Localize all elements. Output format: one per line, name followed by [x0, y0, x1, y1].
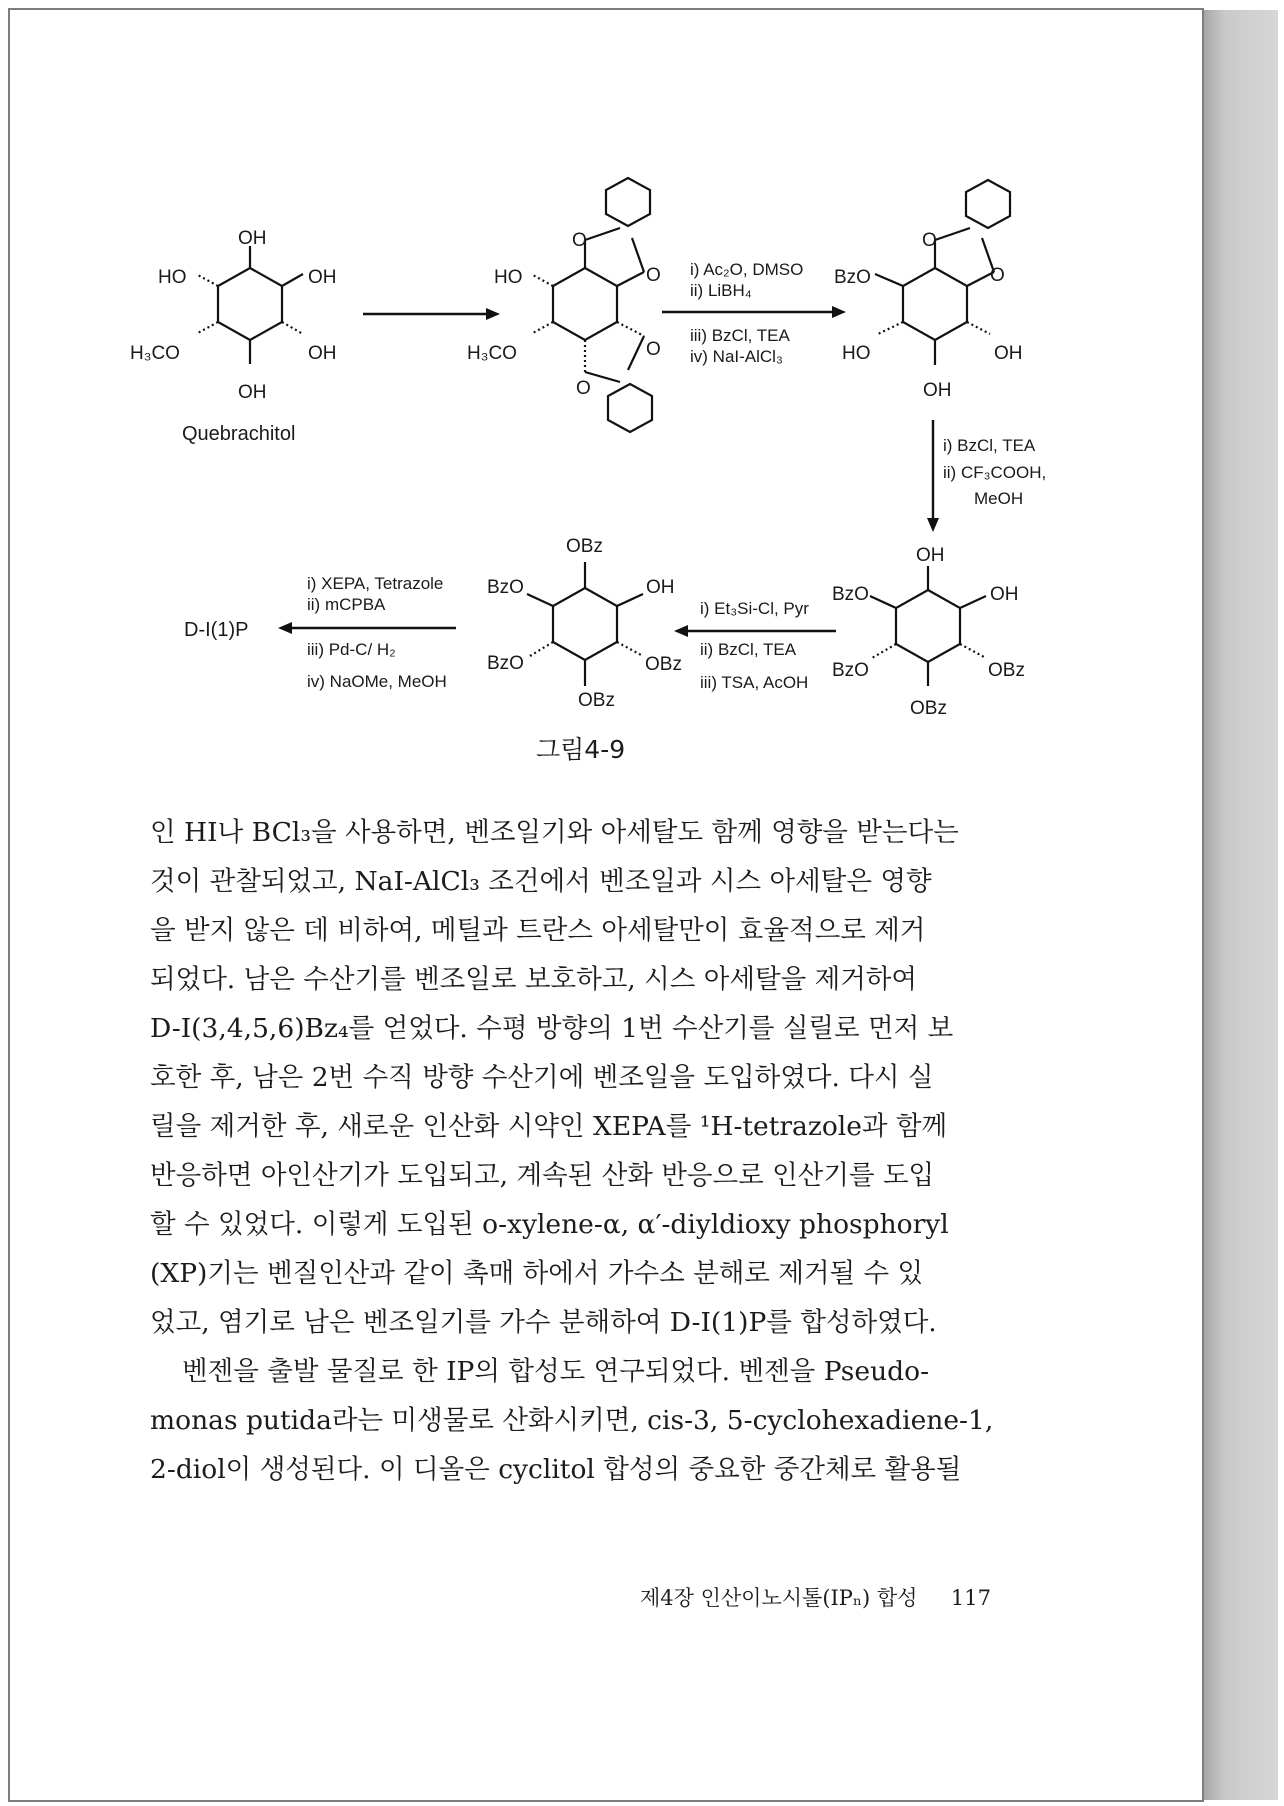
ma-oh-bottom: OH	[923, 380, 952, 401]
body-line-3: 을 받지 않은 데 비하여, 메틸과 트란스 아세탈만이 효율적으로 제거	[150, 915, 926, 946]
pb-obz-bottom: OBz	[578, 690, 615, 711]
reagent-5-3: iii) Pd-C/ H₂	[307, 640, 396, 659]
body-line-9: 할 수 있었다. 이렇게 도입된 o-xylene-α, α′-diyldioxy phosphoryl	[150, 1209, 949, 1240]
figure-caption: 그림4-9	[536, 735, 626, 764]
q-lower-right-oh: OH	[308, 343, 337, 364]
reaction-scheme	[0, 0, 1284, 800]
tb-oh-right: OH	[990, 584, 1019, 605]
quebrachitol-structure	[196, 246, 303, 364]
body-line-13: monas putida라는 미생물로 산화시키면, cis-3, 5-cyclohexadiene-1,	[150, 1405, 994, 1436]
body-line-8: 반응하면 아인산기가 도입되고, 계속된 산화 반응으로 인산기를 도입	[150, 1160, 935, 1191]
da-o1: O	[572, 230, 587, 251]
tb-oh-top: OH	[916, 545, 945, 566]
product-label: D-I(1)P	[184, 619, 249, 641]
reagent-2-4: iv) NaI-AlCl₃	[690, 347, 783, 366]
pb-obz-top: OBz	[566, 536, 603, 557]
ma-o1: O	[922, 230, 937, 251]
arrow-5-head	[278, 622, 292, 634]
body-line-14: 2-diol이 생성된다. 이 디올은 cyclitol 합성의 중요한 중간체로 활용될	[150, 1454, 962, 1485]
tb-obz-right: OBz	[988, 660, 1025, 681]
footer-chapter: 제4장 인산이노시톨(IPₙ) 합성	[640, 1586, 918, 1610]
q-bottom-oh: OH	[238, 382, 267, 403]
arrow-1-head	[486, 308, 500, 320]
q-h3co: H₃CO	[130, 343, 180, 364]
tb-bzo-top: BzO	[832, 584, 869, 605]
ma-o2: O	[990, 265, 1005, 286]
arrow-4-head	[674, 625, 688, 637]
pb-oh-right: OH	[646, 577, 675, 598]
reagent-3-1: i) BzCl, TEA	[943, 436, 1036, 455]
footer-page-number: 117	[950, 1586, 991, 1610]
da-o3: O	[646, 339, 661, 360]
da-h3co: H₃CO	[467, 343, 517, 364]
arrow-3-head	[927, 518, 939, 532]
q-top-oh: OH	[238, 228, 267, 249]
running-footer	[640, 1582, 1060, 1612]
reagent-3-3: MeOH	[974, 489, 1024, 508]
pb-obz-right: OBz	[645, 654, 682, 675]
reagent-2-3: iii) BzCl, TEA	[690, 326, 790, 345]
reagent-4-2: ii) BzCl, TEA	[700, 640, 797, 659]
tb-bzo-lower: BzO	[832, 660, 869, 681]
reagent-5-1: i) XEPA, Tetrazole	[307, 574, 444, 593]
reagent-2-1: i) Ac₂O, DMSO	[690, 260, 804, 279]
quebrachitol-label: Quebrachitol	[182, 423, 296, 445]
ma-bzo: BzO	[834, 267, 871, 288]
pb-bzo-lower: BzO	[487, 653, 524, 674]
body-line-4: 되었다. 남은 수산기를 벤조일로 보호하고, 시스 아세탈을 제거하여	[150, 964, 917, 995]
body-line-12: 벤젠을 출발 물질로 한 IP의 합성도 연구되었다. 벤젠을 Pseudo-	[182, 1356, 930, 1387]
arrow-2-head	[832, 306, 846, 318]
diacetal-structure	[531, 178, 652, 432]
body-line-7: 릴을 제거한 후, 새로운 인산화 시약인 XEPA를 ¹H-tetrazole과 함께	[150, 1111, 948, 1142]
body-line-11: 었고, 염기로 남은 벤조일기를 가수 분해하여 D-I(1)P를 합성하였다.	[150, 1307, 937, 1338]
tetrabenzoate-structure	[870, 566, 986, 686]
reagent-4-1: i) Et₃Si-Cl, Pyr	[700, 599, 809, 618]
pb-bzo-top: BzO	[487, 577, 524, 598]
reagent-5-4: iv) NaOMe, MeOH	[307, 672, 447, 691]
da-o4: O	[576, 378, 591, 399]
reagent-3-2: ii) CF₃COOH,	[943, 463, 1047, 482]
body-line-5: D-I(3,4,5,6)Bz₄를 얻었다. 수평 방향의 1번 수산기를 실릴로 먼저 보	[150, 1013, 954, 1044]
da-o2: O	[646, 265, 661, 286]
da-ho: HO	[494, 267, 523, 288]
ma-ho: HO	[842, 343, 871, 364]
body-line-6: 호한 후, 남은 2번 수직 방향 수산기에 벤조일을 도입하였다. 다시 실	[150, 1062, 934, 1093]
pentabenzoate-structure	[527, 562, 643, 686]
body-line-2: 것이 관찰되었고, NaI-AlCl₃ 조건에서 벤조일과 시스 아세탈은 영향	[150, 866, 932, 897]
q-ho: HO	[158, 267, 187, 288]
reagent-4-3: iii) TSA, AcOH	[700, 673, 809, 692]
ma-oh-right: OH	[994, 343, 1023, 364]
reagent-2-2: ii) LiBH₄	[690, 281, 752, 300]
reagent-5-2: ii) mCPBA	[307, 595, 386, 614]
q-right-oh: OH	[308, 267, 337, 288]
body-line-10: (XP)기는 벤질인산과 같이 촉매 하에서 가수소 분해로 제거될 수 있	[150, 1258, 924, 1289]
body-line-1: 인 HI나 BCl₃을 사용하면, 벤조일기와 아세탈도 함께 영향을 받는다는	[150, 817, 959, 848]
tb-obz-bottom: OBz	[910, 698, 947, 719]
